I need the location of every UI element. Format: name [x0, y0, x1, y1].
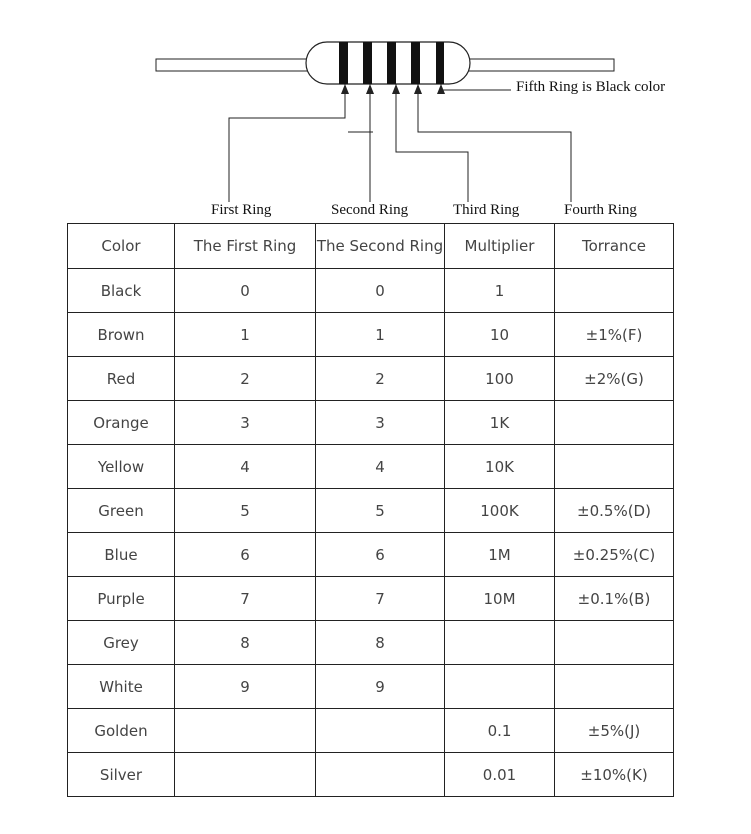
table-cell-first-ring — [175, 709, 316, 753]
table-cell-second-ring: 5 — [316, 489, 445, 533]
table-cell-multiplier: 1M — [445, 533, 555, 577]
table-cell-second-ring: 8 — [316, 621, 445, 665]
table-cell-multiplier: 10K — [445, 445, 555, 489]
table-cell-color: Yellow — [68, 445, 175, 489]
table-cell-color: White — [68, 665, 175, 709]
table-cell-second-ring: 2 — [316, 357, 445, 401]
resistor-band-4 — [411, 42, 420, 84]
table-cell-second-ring — [316, 753, 445, 797]
table-cell-first-ring: 8 — [175, 621, 316, 665]
header-cell-multiplier: Multiplier — [445, 224, 555, 269]
table-row — [68, 577, 674, 621]
table-cell-second-ring: 3 — [316, 401, 445, 445]
table-cell-first-ring: 2 — [175, 357, 316, 401]
table-cell-second-ring: 9 — [316, 665, 445, 709]
table-cell-first-ring: 7 — [175, 577, 316, 621]
resistor-band-3 — [387, 42, 396, 84]
arrow-head-third-ring — [392, 84, 400, 94]
third-ring-label: Third Ring — [453, 202, 520, 218]
table-cell-second-ring: 1 — [316, 313, 445, 357]
table-cell-multiplier: 1K — [445, 401, 555, 445]
table-cell-first-ring — [175, 753, 316, 797]
first-ring-label: First Ring — [211, 202, 272, 218]
table-cell-multiplier: 1 — [445, 269, 555, 313]
table-cell-color: Red — [68, 357, 175, 401]
arrow-head-fourth-ring — [414, 84, 422, 94]
table-cell-torrance — [555, 665, 674, 709]
resistor-band-1 — [339, 42, 348, 84]
pointer-line-third-ring — [396, 84, 468, 202]
arrow-head-fifth-ring — [437, 84, 445, 94]
table-cell-first-ring: 5 — [175, 489, 316, 533]
table-cell-first-ring: 3 — [175, 401, 316, 445]
table-cell-first-ring: 1 — [175, 313, 316, 357]
table-row — [68, 533, 674, 577]
table-cell-multiplier — [445, 621, 555, 665]
table-cell-color: Blue — [68, 533, 175, 577]
table-cell-multiplier: 0.1 — [445, 709, 555, 753]
header-cell-torrance: Torrance — [555, 224, 674, 269]
table-row — [68, 709, 674, 753]
table-cell-first-ring: 9 — [175, 665, 316, 709]
resistor-diagram — [0, 0, 751, 224]
header-cell-first-ring: The First Ring — [175, 224, 316, 269]
header-cell-second-ring: The Second Ring — [316, 224, 445, 269]
table-cell-second-ring: 0 — [316, 269, 445, 313]
table-row — [68, 313, 674, 357]
table-cell-torrance: ±5%(J) — [555, 709, 674, 753]
table-cell-color: Purple — [68, 577, 175, 621]
table-cell-color: Black — [68, 269, 175, 313]
second-ring-label: Second Ring — [331, 202, 409, 218]
table-cell-torrance: ±0.5%(D) — [555, 489, 674, 533]
table-cell-multiplier: 10M — [445, 577, 555, 621]
table-cell-second-ring: 4 — [316, 445, 445, 489]
table-row — [68, 665, 674, 709]
table-cell-torrance — [555, 445, 674, 489]
table-cell-first-ring: 4 — [175, 445, 316, 489]
table-cell-color: Golden — [68, 709, 175, 753]
resistor-lead-right — [466, 59, 614, 71]
pointer-line-fifth-ring — [441, 84, 511, 90]
arrow-head-second-ring — [366, 84, 374, 94]
pointer-line-first-ring — [229, 84, 345, 202]
table-header-row — [68, 224, 674, 269]
resistor-lead-left — [156, 59, 311, 71]
table-cell-torrance: ±0.25%(C) — [555, 533, 674, 577]
table-cell-second-ring: 6 — [316, 533, 445, 577]
table-row — [68, 621, 674, 665]
table-cell-torrance: ±0.1%(B) — [555, 577, 674, 621]
table-row — [68, 753, 674, 797]
table-cell-first-ring: 6 — [175, 533, 316, 577]
table-cell-second-ring: 7 — [316, 577, 445, 621]
table-cell-multiplier: 100 — [445, 357, 555, 401]
table-cell-torrance: ±10%(K) — [555, 753, 674, 797]
table-cell-multiplier: 0.01 — [445, 753, 555, 797]
table-cell-color: Green — [68, 489, 175, 533]
table-cell-torrance — [555, 621, 674, 665]
table-row — [68, 401, 674, 445]
table-cell-first-ring: 0 — [175, 269, 316, 313]
fourth-ring-label: Fourth Ring — [564, 202, 637, 218]
table-cell-color: Brown — [68, 313, 175, 357]
arrow-head-first-ring — [341, 84, 349, 94]
table-cell-color: Grey — [68, 621, 175, 665]
table-row — [68, 357, 674, 401]
table-cell-torrance — [555, 401, 674, 445]
table-cell-multiplier: 10 — [445, 313, 555, 357]
table-cell-second-ring — [316, 709, 445, 753]
table-cell-torrance: ±1%(F) — [555, 313, 674, 357]
table-cell-color: Orange — [68, 401, 175, 445]
table-row — [68, 489, 674, 533]
table-row — [68, 445, 674, 489]
resistor-band-5 — [436, 42, 444, 84]
header-cell-color: Color — [68, 224, 175, 269]
table-cell-multiplier — [445, 665, 555, 709]
color-code-table — [67, 223, 674, 797]
pointer-line-fourth-ring — [418, 84, 571, 202]
table-cell-color: Silver — [68, 753, 175, 797]
fifth-ring-label: Fifth Ring is Black color — [516, 79, 666, 95]
color-code-table-body — [68, 224, 674, 797]
table-row — [68, 269, 674, 313]
table-cell-torrance: ±2%(G) — [555, 357, 674, 401]
table-cell-torrance — [555, 269, 674, 313]
table-cell-multiplier: 100K — [445, 489, 555, 533]
resistor-band-2 — [363, 42, 372, 84]
